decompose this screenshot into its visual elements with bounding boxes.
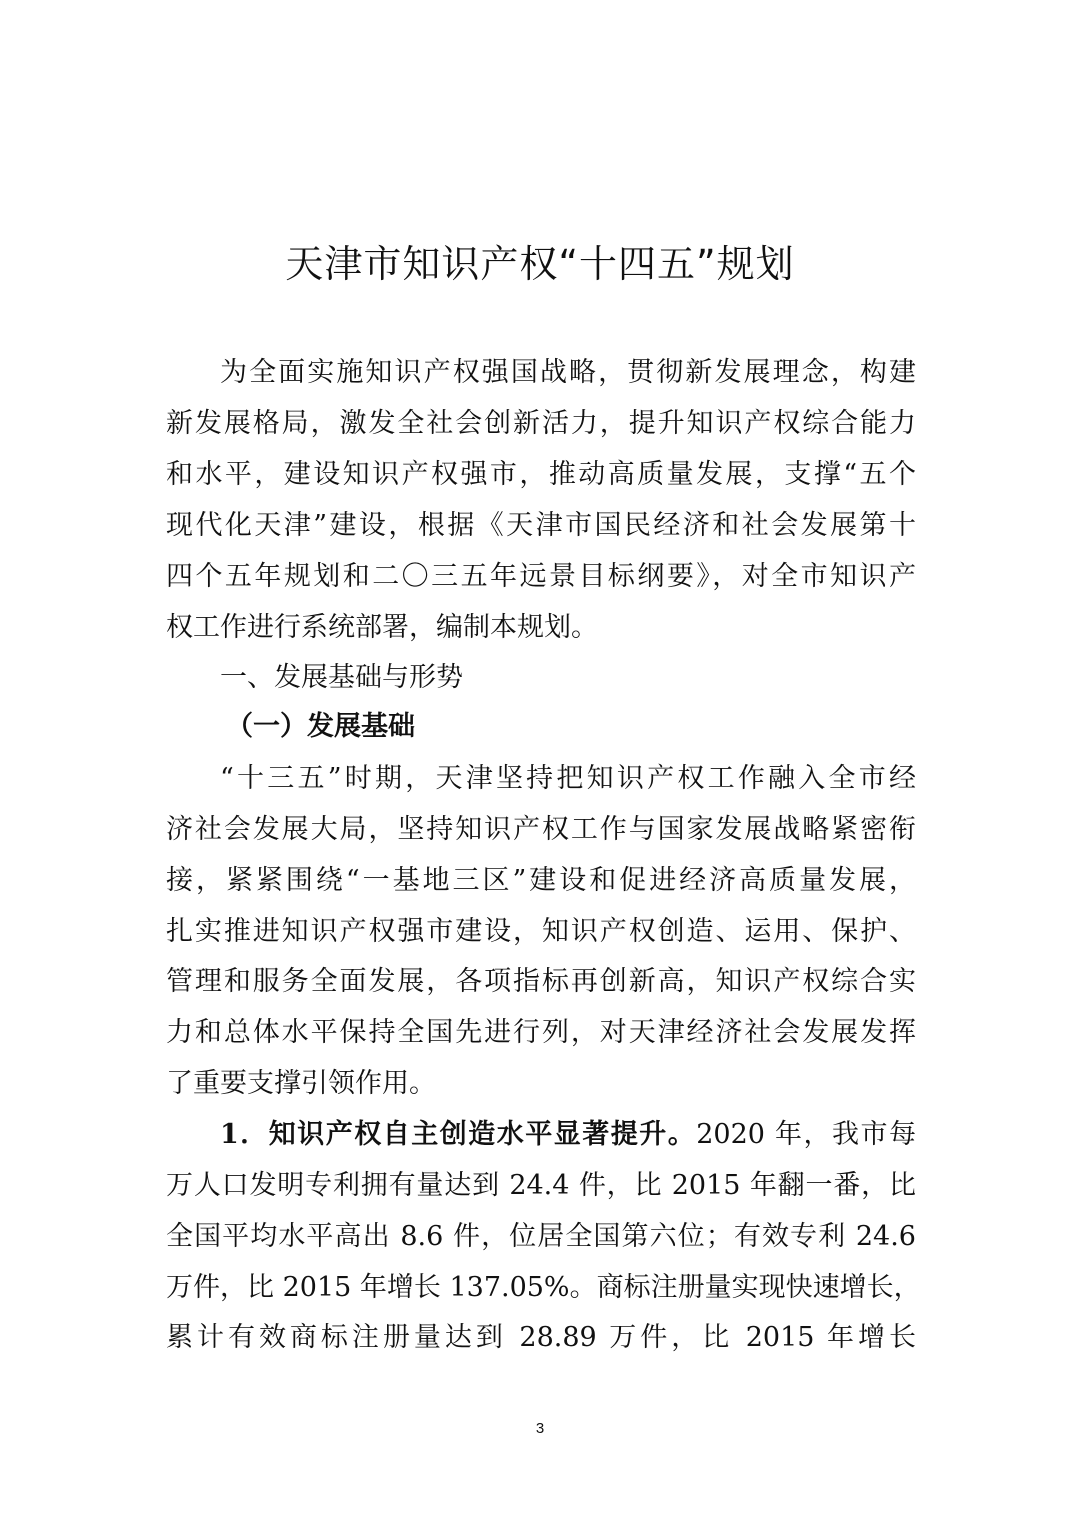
body-line: 接，紧紧围绕“一基地三区”建设和促进经济高质量发展， — [166, 865, 916, 896]
point-1-line: 全国平均水平高出 8.6 件，位居全国第六位；有效专利 24.6 — [166, 1221, 916, 1252]
body-line: 扎实推进知识产权强市建设，知识产权创造、运用、保护、 — [166, 916, 916, 947]
document-title: 天津市知识产权“十四五”规划 — [285, 242, 795, 286]
body-line: 力和总体水平保持全国先进行列，对天津经济社会发展发挥 — [166, 1017, 916, 1048]
point-1-line: 万件，比 2015 年增长 137.05%。商标注册量实现快速增长， — [166, 1272, 921, 1303]
intro-line: 和水平，建设知识产权强市，推动高质量发展，支撑“五个 — [166, 459, 916, 490]
body-line: 管理和服务全面发展，各项指标再创新高，知识产权综合实 — [166, 966, 916, 997]
body-line: 济社会发展大局，坚持知识产权工作与国家发展战略紧密衔 — [166, 814, 916, 845]
intro-line: 四个五年规划和二〇三五年远景目标纲要》，对全市知识产 — [166, 561, 916, 592]
point-1-text: 2020 年，我市每 — [696, 1119, 916, 1150]
section-heading: 一、发展基础与形势 — [220, 662, 463, 693]
intro-line: 为全面实施知识产权强国战略，贯彻新发展理念，构建 — [220, 357, 916, 388]
subsection-heading: （一）发展基础 — [226, 711, 415, 742]
point-1-line: 万人口发明专利拥有量达到 24.4 件，比 2015 年翻一番，比 — [166, 1170, 916, 1201]
intro-line: 权工作进行系统部署，编制本规划。 — [166, 612, 598, 643]
page-number: 3 — [535, 1420, 545, 1437]
point-1-heading: 1．知识产权自主创造水平显著提升。 — [220, 1119, 697, 1150]
body-line: 了重要支撑引领作用。 — [166, 1068, 436, 1099]
intro-line: 现代化天津”建设，根据《天津市国民经济和社会发展第十 — [166, 510, 916, 541]
intro-line: 新发展格局，激发全社会创新活力，提升知识产权综合能力 — [166, 408, 916, 439]
point-1-first-line — [220, 1109, 916, 1161]
point-1-line: 累计有效商标注册量达到 28.89 万件，比 2015 年增长 — [166, 1322, 916, 1353]
body-line: “十三五”时期，天津坚持把知识产权工作融入全市经 — [220, 763, 916, 794]
